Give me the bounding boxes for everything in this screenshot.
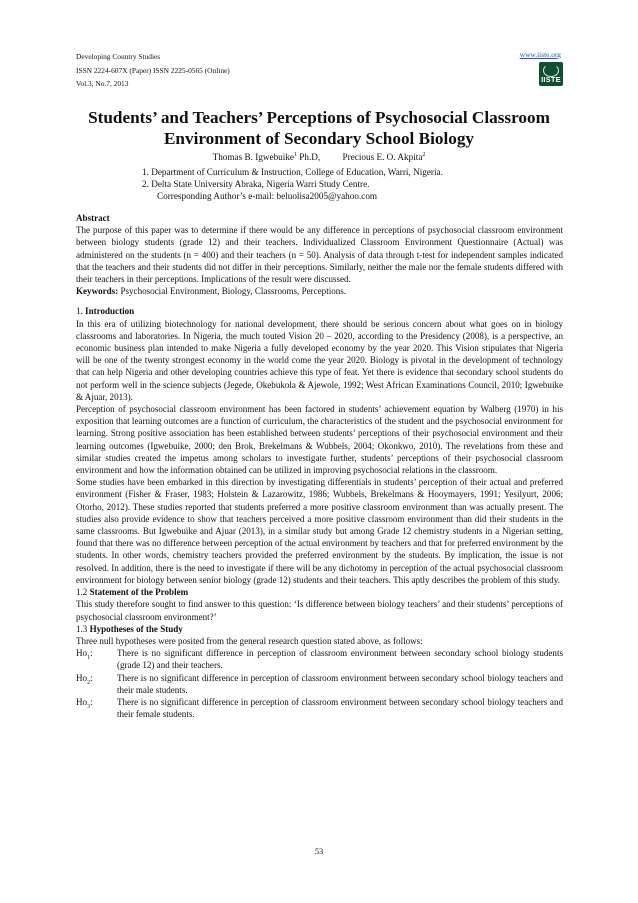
- section-number: 1.3: [76, 623, 90, 634]
- journal-name: Developing Country Studies: [76, 52, 161, 61]
- author-2-name: Precious E. O. Akpita: [342, 152, 423, 163]
- journal-url-link[interactable]: www.iiste.org: [519, 50, 561, 59]
- keywords-label: Keywords:: [76, 286, 119, 297]
- affiliation-1: 1. Department of Curriculum & Instruction, College of Education, Warri, Nigeria.: [142, 167, 443, 177]
- section-number: 1.2: [76, 587, 90, 598]
- section-title: Hypotheses of the Study: [89, 623, 183, 634]
- intro-paragraph-2: Perception of psychosocial classroom environment has been factored in students’ achievement equation by Walberg (1970) in his exposition that learning outcomes are a function of curriculum, the characteristics of the student and the psychosocial environment for learning. Strong positive association has been established between students’ perceptions of their psychosocial environment and their learning outcomes (Igwebuike, 2000; den Brok, Brekelmans & Wubbels, 2004; Okonkwo, 2010). The revelations from these and similar studies created the impetus among scholars to investigate further, students’ perceptions of their psychosocial classroom environment and how the information obtained can be utilized in improving psychosocial relations in the classroom.: [76, 404, 563, 476]
- paper-body: [76, 212, 563, 720]
- abstract-heading: Abstract: [76, 213, 110, 223]
- hypothesis-label: $Ho_3$:: [76, 696, 93, 710]
- keywords-line: [76, 285, 563, 297]
- logo-text: IISTE: [541, 75, 561, 84]
- section-title: Statement of the Problem: [89, 587, 189, 598]
- journal-issn: ISSN 2224-607X (Paper) ISSN 2225-0565 (Online): [76, 65, 230, 75]
- hypothesis-text: There is no significant difference in perception of classroom environment between secondary school biology teachers and their male students.: [117, 672, 563, 695]
- corresponding-author: Corresponding Author’s e-mail: beluolisa2005@yahoo.com: [157, 191, 378, 201]
- section-hypotheses-heading: [76, 623, 563, 635]
- keywords-text: Psychosocial Environment, Biology, Classrooms, Perceptions.: [118, 286, 347, 297]
- journal-volume: Vol.3, No.7, 2013: [76, 79, 129, 88]
- affiliation-2: 2. Delta State University Abraka, Nigeria Warri Study Centre.: [142, 179, 370, 189]
- intro-paragraph-1: In this era of utilizing biotechnology for national development, there should be serious concern about what goes on in biology classrooms and laboratories. In Nigeria, the much touted Vision 20 – 2020, according to the Presidency (2008), is a perspective, an economic business plan intended to make Nigeria a fully developed economy by the year 2020. This Vision stipulates that Nigeria will be one of the twenty strongest economy in the world come the year 2020. Biology is pivotal in the development of technology that can help Nigeria and other developing countries achieve this type of feat. Yet there is evidence that secondary school students do not perform well in the science subjects (Jegede, Okebukola & Ajewole, 1992; West African Examinations Council, 2010; Igwebuike & Ajuar, 2013).: [76, 318, 563, 402]
- paper-title: Students’ and Teachers’ Perceptions of Psychosocial Classroom Environment of Secondary School Biology: [88, 108, 550, 148]
- hypothesis-text: There is no significant difference in perception of classroom environment between secondary school biology students (grade 12) and their teachers.: [117, 648, 563, 671]
- section-introduction-heading: [76, 305, 563, 317]
- hypothesis-item: [76, 696, 563, 720]
- hypothesis-item: [76, 672, 563, 696]
- intro-paragraph-3: Some studies have been embarked in this direction by investigating differentials in students’ perception of their actual and preferred environment (Fisher & Fraser, 1983; Holstein & Lazarowitz, 1986; Wubbels, Brekelmans & Hooymayers, 1991; Yesilyurt, 2006; Otorho, 2012). These studies reported that students preferred a more positive classroom environment than was actually present. The studies also provide evidence to show that teachers perceived a more positive classroom environment than did their students in the same classrooms. But Igwebuike and Ajuar (2013), in a similar study but among Grade 12 chemistry students in a Nigerian setting, found that there was no difference between perception of the actual environment by teachers and that for preferred environment by the students. In other words, chemistry teachers provided the preferred environment by the students. By implication, the issue is not resolved. In addition, there is the need to investigate if there will be any dichotomy in perception of the actual psychosocial classroom environment for biology between senior biology (grade 12) students and their teachers. This aptly describes the problem of this study.: [76, 477, 563, 585]
- iiste-logo: [539, 62, 563, 86]
- hypothesis-text: There is no significant difference in perception of classroom environment between secondary school biology teachers and their female students.: [117, 696, 563, 720]
- hypothesis-label: $Ho_2$:: [76, 672, 93, 686]
- page-number: 53: [314, 847, 324, 856]
- author-2-superscript: 2: [422, 152, 426, 158]
- abstract-text: The purpose of this paper was to determine if there would be any difference in perceptions of psychosocial classroom environment between biology students (grade 12) and their teachers. Individualized Classroom Environment Questionnaire (Actual) was administered on the students (n = 400) and their teachers (n = 50). Analysis of data through t-test for independent samples indicated that the teachers and their students did not differ in their perceptions. Similarly, neither the male nor the female students differed with their teachers in their perceptions. Implications of the result were discussed.: [76, 225, 563, 285]
- author-1-name: Thomas B. Igwebuike: [212, 152, 294, 163]
- hypothesis-label: $Ho_1$:: [76, 648, 93, 661]
- author-line: [0, 152, 638, 162]
- author-1-superscript: 1: [294, 152, 297, 158]
- section-problem-heading: [76, 586, 563, 598]
- hypothesis-item: [76, 647, 563, 671]
- section-title: Introduction: [85, 306, 135, 317]
- section-number: 1.: [76, 306, 86, 317]
- journal-header: [76, 50, 230, 91]
- author-1-degree: Ph.D,: [297, 152, 321, 163]
- hypotheses-intro: Three null hypotheses were posited from the general research question stated above, as follows:: [76, 635, 423, 646]
- problem-text: This study therefore sought to find answer to this question: ‘Is difference between biology teachers’ and their students’ perceptions of psychosocial classroom environment?’: [76, 599, 563, 622]
